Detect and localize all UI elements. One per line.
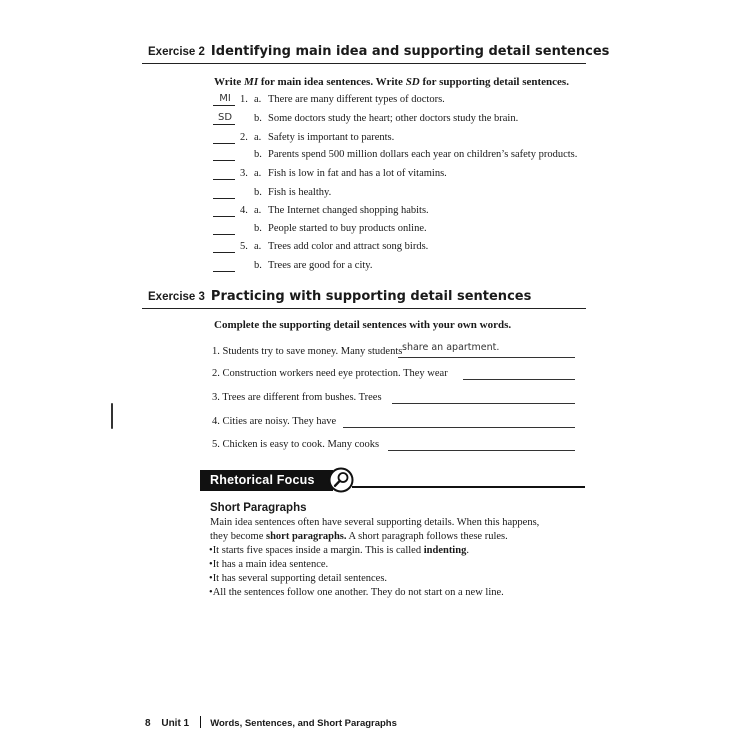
item-sentence: People started to buy products online.: [268, 223, 427, 234]
exercise3-instruction: Complete the supporting detail sentences with your own words.: [214, 319, 512, 331]
rhetorical-focus-banner: Rhetorical Focus: [200, 470, 333, 491]
exercise3-rule: [142, 308, 586, 309]
paragraph-line-2: they become short paragraphs. A short paragraph follows these rules.: [210, 531, 508, 542]
short-paragraphs-heading: Short Paragraphs: [210, 502, 307, 514]
answer-line[interactable]: [398, 357, 575, 358]
footer-unit: Unit 1: [161, 718, 190, 729]
margin-mark: [111, 403, 113, 429]
rule-bullet-3: •It has several supporting detail sentences.: [209, 573, 388, 584]
exercise3-sentence: 1. Students try to save money. Many students: [212, 346, 403, 357]
magnifier-icon: [328, 467, 354, 493]
exercise2-label: Exercise 2: [148, 46, 205, 58]
answer-line[interactable]: [392, 403, 575, 404]
item-sentence: Parents spend 500 million dollars each year on children’s safety products.: [268, 149, 578, 160]
exercise2-item: [0, 259, 750, 273]
rule-bullet-2: •It has a main idea sentence.: [209, 559, 329, 570]
item-letter: a.: [254, 94, 262, 105]
item-letter: b.: [254, 113, 262, 124]
item-sentence: Fish is low in fat and has a lot of vitamins.: [268, 168, 447, 179]
exercise3-heading: [148, 287, 531, 305]
answer-blank[interactable]: [213, 240, 235, 253]
item-letter: a.: [254, 241, 262, 252]
paragraph-line-1: Main idea sentences often have several supporting details. When this happens,: [210, 517, 540, 528]
answer-line[interactable]: [343, 427, 575, 428]
answer-blank[interactable]: [213, 204, 235, 217]
page-footer: [145, 716, 397, 729]
item-letter: b.: [254, 260, 262, 271]
item-letter: a.: [254, 205, 262, 216]
item-number: 4.: [240, 205, 248, 216]
rule-bullet-1: •It starts five spaces inside a margin. This is called indenting.: [209, 545, 469, 556]
page-number: 8: [145, 718, 151, 729]
answer-blank[interactable]: [213, 222, 235, 235]
exercise2-item: [0, 222, 750, 236]
item-sentence: Trees are good for a city.: [268, 260, 373, 271]
item-letter: a.: [254, 132, 262, 143]
exercise2-item: [0, 204, 750, 218]
exercise2-rule: [142, 63, 586, 64]
rhetorical-focus-rule: [352, 486, 585, 488]
rule-bullet-4: •All the sentences follow one another. They do not start on a new line.: [209, 587, 504, 598]
exercise3-sentence: 4. Cities are noisy. They have: [212, 416, 337, 427]
exercise2-title: Identifying main idea and supporting detail sentences: [210, 44, 610, 59]
exercise2-instruction: Write MI for main idea sentences. Write SD for supporting detail sentences.: [214, 76, 569, 88]
exercise2-item: [0, 112, 750, 126]
exercise2-item: [0, 167, 750, 181]
answer-line[interactable]: [388, 450, 575, 451]
item-number: 1.: [240, 94, 248, 105]
handwritten-answer: MI: [219, 93, 231, 104]
item-letter: b.: [254, 223, 262, 234]
exercise2-item: [0, 240, 750, 254]
item-sentence: Some doctors study the heart; other doctors study the brain.: [268, 113, 519, 124]
item-number: 5.: [240, 241, 248, 252]
item-number: 2.: [240, 132, 248, 143]
footer-separator: [200, 716, 202, 728]
footer-title: Words, Sentences, and Short Paragraphs: [210, 718, 397, 729]
answer-blank[interactable]: [213, 148, 235, 161]
item-sentence: Fish is healthy.: [268, 187, 332, 198]
item-letter: b.: [254, 149, 262, 160]
exercise2-item: [0, 93, 750, 107]
answer-blank[interactable]: [213, 259, 235, 272]
exercise2-item: [0, 148, 750, 162]
item-letter: a.: [254, 168, 262, 179]
handwritten-answer: SD: [217, 112, 233, 123]
exercise2-item: [0, 131, 750, 145]
item-number: 3.: [240, 168, 248, 179]
exercise3-title: Practicing with supporting detail sentences: [210, 289, 532, 304]
item-sentence: Trees add color and attract song birds.: [268, 241, 429, 252]
exercise2-heading: [148, 42, 609, 60]
answer-line[interactable]: [463, 379, 575, 380]
exercise3-label: Exercise 3: [148, 291, 205, 303]
exercise3-sentence: 5. Chicken is easy to cook. Many cooks: [212, 439, 380, 450]
answer-blank[interactable]: [213, 186, 235, 199]
answer-blank[interactable]: [213, 167, 235, 180]
item-sentence: There are many different types of doctors.: [268, 94, 445, 105]
answer-blank[interactable]: [213, 131, 235, 144]
exercise3-sentence: 3. Trees are different from bushes. Trees: [212, 392, 382, 403]
item-sentence: Safety is important to parents.: [268, 132, 395, 143]
handwritten-answer: share an apartment.: [402, 342, 500, 353]
item-sentence: The Internet changed shopping habits.: [268, 205, 429, 216]
exercise3-sentence: 2. Construction workers need eye protection. They wear: [212, 368, 448, 379]
exercise2-item: [0, 186, 750, 200]
item-letter: b.: [254, 187, 262, 198]
